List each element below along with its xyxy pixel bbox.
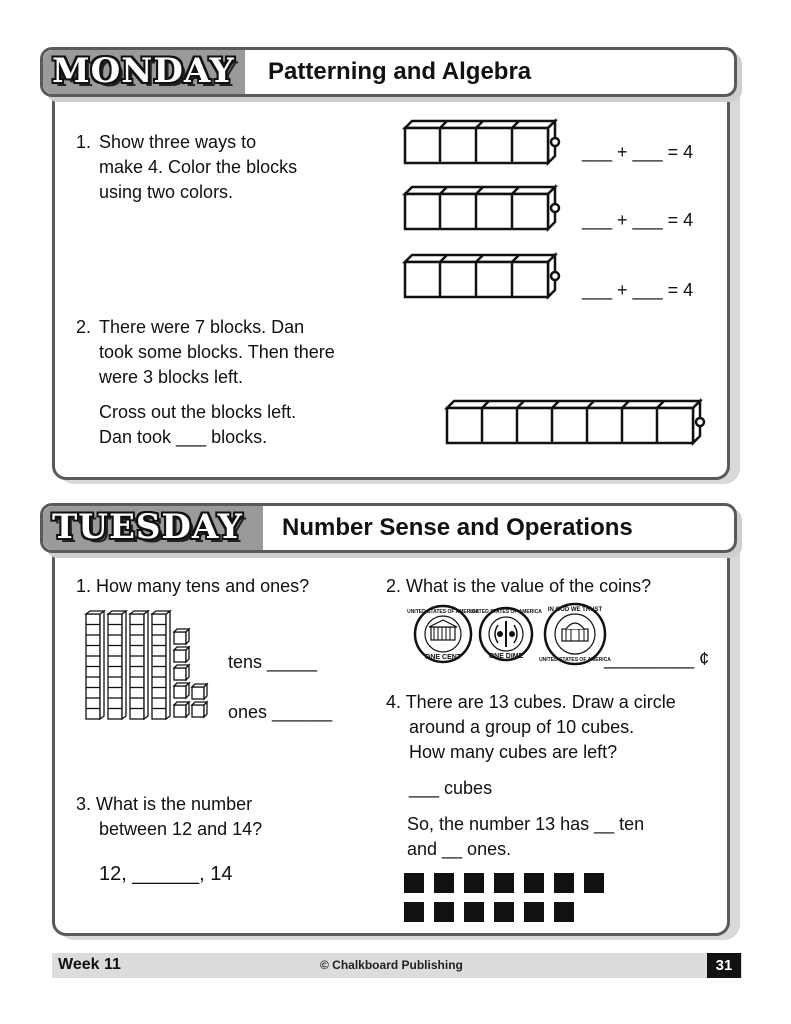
tuesday-q2-answer: _________ ¢	[604, 649, 710, 669]
penny-coin	[407, 606, 479, 662]
tuesday-q1-text: 1. How many tens and ones?	[76, 576, 310, 596]
tuesday-q3-seq: 12, ______, 14	[99, 863, 233, 885]
monday-day-label: MONDAY	[52, 51, 235, 91]
monday-q2-line1: There were 7 blocks. Dan	[99, 317, 305, 337]
tuesday-title: Number Sense and Operations	[282, 514, 633, 541]
monday-title: Patterning and Algebra	[268, 58, 532, 85]
tuesday-q1-tens: tens _____	[228, 652, 318, 672]
tuesday-q4-so2: and __ ones.	[407, 839, 512, 859]
tuesday-q3-line1: 3. What is the number	[76, 794, 253, 814]
monday-q1-line3: using two colors.	[99, 182, 234, 202]
penny-bottom-text: ONE CENT	[424, 654, 462, 661]
ten-rod-3	[130, 611, 148, 719]
ten-rod-2	[108, 611, 126, 719]
dime-top-text: UNITED STATES OF AMERICA	[470, 609, 542, 615]
cube-train-4-row3	[402, 252, 562, 302]
monday-q1-num: 1.	[76, 132, 92, 152]
tuesday-day-label: TUESDAY	[52, 507, 243, 547]
tuesday-q4-line2: around a group of 10 cubes.	[409, 717, 635, 737]
monday-q1-line2: make 4. Color the blocks	[99, 157, 298, 177]
nickel-bottom-text: UNITED STATES OF AMERICA	[539, 657, 611, 663]
footer-copyright: © Chalkboard Publishing	[320, 958, 463, 972]
coins	[407, 603, 613, 665]
monday-eq-2: ___ + ___ = 4	[582, 210, 694, 230]
dime-bottom-text: ONE DIME	[488, 653, 524, 660]
ten-rod-4	[152, 611, 170, 719]
ten-rod-1	[86, 611, 104, 719]
cube-train-4-row2	[402, 184, 562, 234]
monday-q1-line1: Show three ways to	[99, 132, 257, 152]
tuesday-q4-line1: 4. There are 13 cubes. Draw a circle	[386, 692, 676, 712]
monday-q2-num: 2.	[76, 317, 92, 337]
cube-train-4-row1	[402, 118, 562, 168]
tuesday-q4-line3: How many cubes are left?	[409, 742, 618, 762]
tuesday-q1-ones: ones ______	[228, 702, 333, 722]
footer-page-number: 31	[707, 953, 741, 978]
dime-coin	[470, 608, 542, 660]
cube-train-7	[444, 398, 714, 448]
monday-q2-line2: took some blocks. Then there	[99, 342, 335, 362]
monday-eq-3: ___ + ___ = 4	[582, 280, 694, 300]
monday-eq-1: ___ + ___ = 4	[582, 142, 694, 162]
footer-week: Week 11	[58, 956, 121, 973]
black-cubes-13	[404, 871, 614, 925]
base-ten-blocks	[84, 612, 214, 724]
one-cubes	[174, 629, 207, 717]
monday-q2-instr2: Dan took ___ blocks.	[99, 427, 268, 447]
tuesday-q2-text: 2. What is the value of the coins?	[386, 576, 652, 596]
tuesday-q4-cubes: ___ cubes	[409, 778, 493, 798]
tuesday-q4-so1: So, the number 13 has __ ten	[407, 814, 645, 834]
nickel-top-text: IN GOD WE TRUST	[547, 607, 603, 613]
monday-q2-line3: were 3 blocks left.	[99, 367, 244, 387]
tuesday-q3-line2: between 12 and 14?	[99, 819, 263, 839]
nickel-coin	[539, 604, 611, 664]
monday-q2-instr1: Cross out the blocks left.	[99, 402, 297, 422]
penny-top-text: UNITED STATES OF AMERICA	[407, 609, 479, 615]
